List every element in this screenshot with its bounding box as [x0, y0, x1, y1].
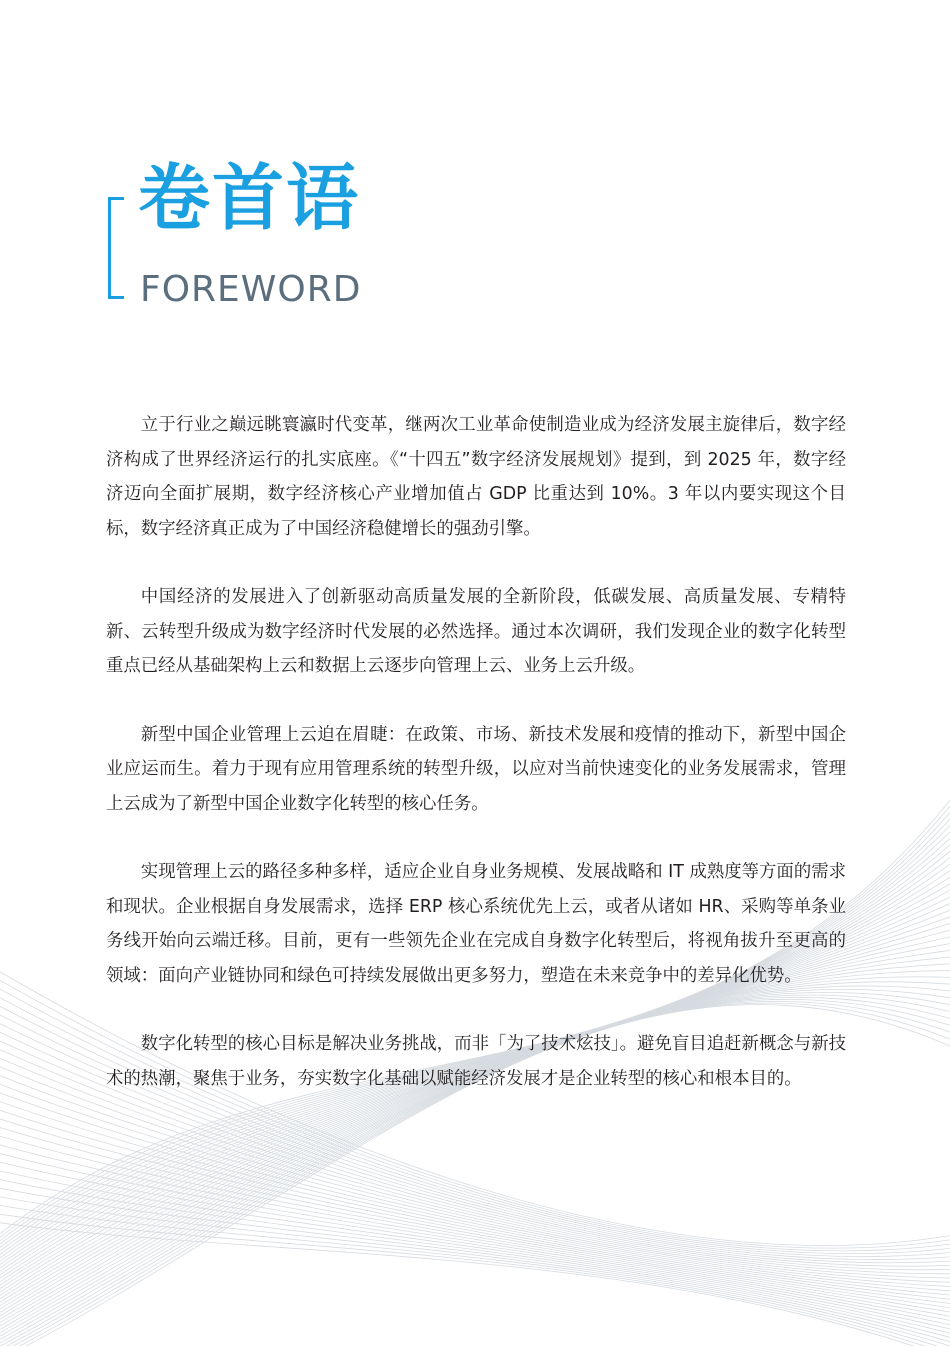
page-subtitle: FOREWORD	[140, 269, 362, 310]
title-bracket-decoration	[108, 197, 124, 299]
paragraph-1: 立于行业之巅远眺寰瀛时代变革，继两次工业革命使制造业成为经济发展主旋律后，数字经济构成了世界经济运行的扎实底座。《“十四五”数字经济发展规划》提到，到 2025 年，数字经济迈向全面扩展期，数字经济核心产业增加值占 GDP 比重达到 10%。3 年以内要实现这个目标，数字经济真正成为了中国经济稳健增长的强劲引擎。	[106, 415, 846, 539]
foreword-body	[106, 408, 846, 1130]
wave-line	[0, 1139, 950, 1326]
paragraph-4: 实现管理上云的路径多种多样，适应企业自身业务规模、发展战略和 IT 成熟度等方面的需求和现状。企业根据自身发展需求，选择 ERP 核心系统优先上云，或者从诸如 HR、采购等单条业务线开始向云端迁移。目前，更有一些领先企业在完成自身数字化转型后，将视角拔升至更高的领域：面向产业链协同和绿色可持续发展做出更多努力，塑造在未来竞争中的差异化优势。	[106, 862, 846, 986]
page-title: 卷首语	[138, 156, 361, 240]
paragraph-2: 中国经济的发展进入了创新驱动高质量发展的全新阶段，低碳发展、高质量发展、专精特新、云转型升级成为数字经济时代发展的必然选择。通过本次调研，我们发现企业的数字化转型重点已经从基础架构上云和数据上云逐步向管理上云、业务上云升级。	[106, 587, 846, 676]
paragraph-5: 数字化转型的核心目标是解决业务挑战，而非「为了技术炫技」。避免盲目追赶新概念与新技术的热潮，聚焦于业务，夯实数字化基础以赋能经济发展才是企业转型的核心和根本目的。	[106, 1034, 846, 1089]
paragraph-3: 新型中国企业管理上云迫在眉睫：在政策、市场、新技术发展和疫情的推动下，新型中国企业应运而生。着力于现有应用管理系统的转型升级，以应对当前快速变化的业务发展需求，管理上云成为了新型中国企业数字化转型的核心任务。	[106, 724, 846, 814]
